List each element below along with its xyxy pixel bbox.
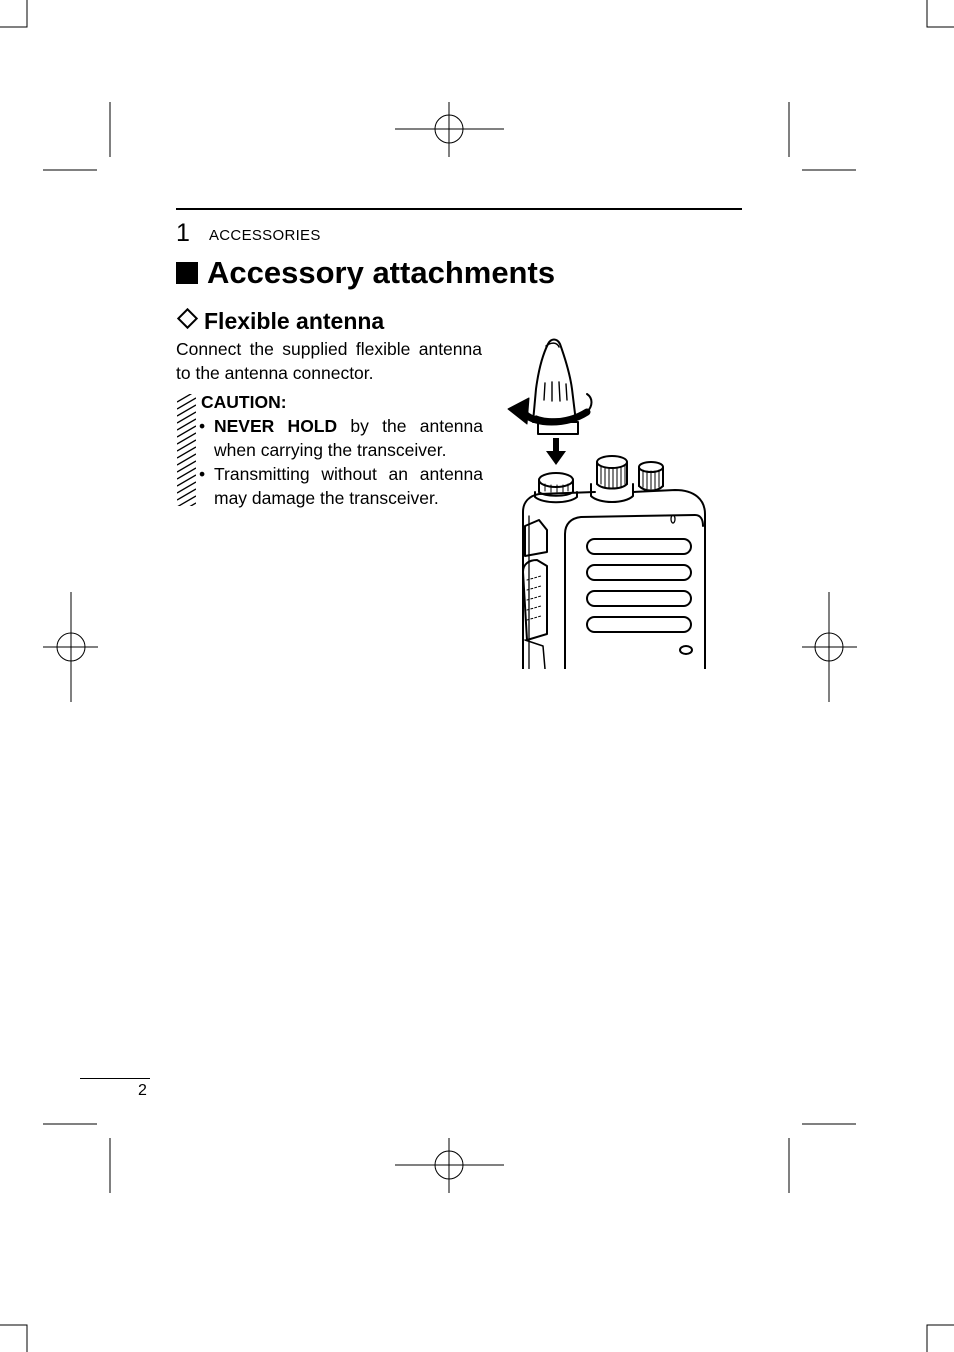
caution-item [199,414,483,462]
caution-item-text: Transmitting without an antenna may damage the transceiver. [214,464,483,508]
registration-mark-top [395,102,504,157]
section-heading [176,254,555,292]
radio-body-icon [523,490,705,669]
caution-item [199,462,483,510]
registration-mark-right [802,592,857,702]
footer-rule [80,1078,150,1079]
page-number: 2 [138,1082,147,1099]
caution-hatch-bar [177,394,196,506]
filled-square-icon [176,262,198,284]
registration-mark-left [43,592,98,702]
chapter-number: 1 [176,219,190,247]
bullet-icon: • [199,464,206,484]
diamond-icon [177,308,198,329]
caution-item-text: by the antenna when carrying the transceiver. [214,416,484,460]
transceiver-antenna-illustration [505,334,710,669]
rotate-arrow-icon [508,394,592,424]
subsection-heading [176,307,384,335]
caution-item-emphasis: NEVER HOLD [214,416,338,436]
instruction-paragraph: Connect the supplied flexible antenna to the antenna connector. [176,339,482,383]
registration-mark-bottom [395,1138,504,1193]
down-arrow-icon [546,438,566,465]
caution-title: CAUTION: [201,392,287,412]
chapter-header-rule [176,208,742,210]
caution-list [199,414,483,510]
subsection-title: Flexible antenna [204,308,385,334]
chapter-title: ACCESSORIES [209,227,321,244]
section-title: Accessory attachments [207,255,556,290]
channel-knob-icon [639,462,663,491]
bullet-icon: • [199,416,206,436]
volume-knob-icon [591,456,633,502]
antenna-connector-icon [535,473,577,502]
